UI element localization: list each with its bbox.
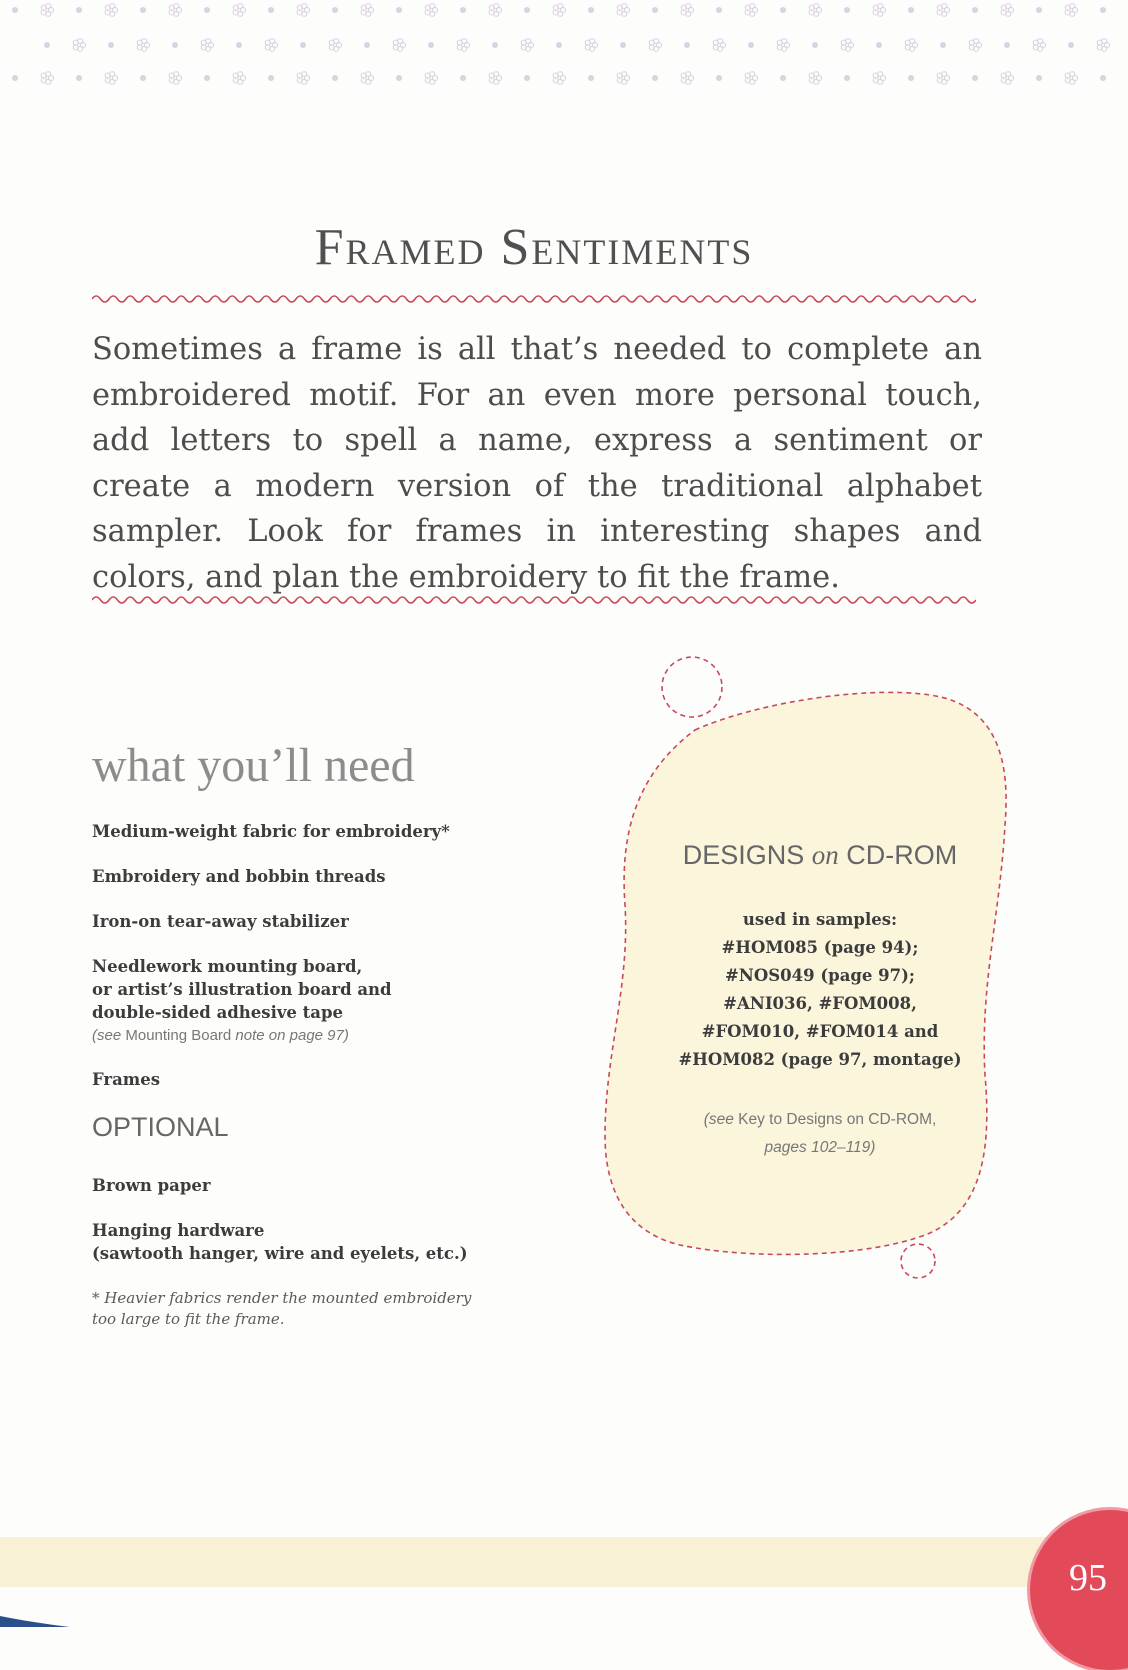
pattern-dot	[524, 75, 530, 81]
need-item-fabric: Medium-weight fabric for embroidery*	[92, 822, 450, 841]
pattern-flower-icon	[105, 72, 117, 85]
pattern-dot	[1100, 75, 1106, 81]
pattern-dot	[140, 75, 146, 81]
pattern-dot	[76, 75, 82, 81]
blob-loop-top	[662, 657, 722, 717]
pattern-dot	[780, 7, 786, 13]
pattern-dot	[972, 7, 978, 13]
page-number: 95	[1069, 1557, 1107, 1599]
pattern-flower-icon	[105, 4, 117, 17]
pattern-dot	[876, 42, 882, 48]
pattern-flower-icon	[553, 72, 565, 85]
optional-item-hardware	[92, 1219, 532, 1265]
pattern-flower-icon	[233, 4, 245, 17]
pattern-flower-icon	[1065, 72, 1077, 85]
pattern-flower-icon	[841, 39, 853, 52]
pattern-flower-icon	[937, 4, 949, 17]
pattern-dot	[940, 42, 946, 48]
optional-item-paper: Brown paper	[92, 1176, 211, 1195]
pattern-flower-icon	[41, 72, 53, 85]
pattern-flower-icon	[521, 39, 533, 52]
pattern-dot	[108, 42, 114, 48]
pattern-dot	[780, 75, 786, 81]
pattern-dot	[76, 7, 82, 13]
pattern-dot	[1100, 7, 1106, 13]
pattern-flower-icon	[745, 4, 757, 17]
pattern-dot	[1068, 42, 1074, 48]
pattern-dot	[748, 42, 754, 48]
floral-dot-pattern	[0, 0, 1128, 95]
pattern-flower-icon	[297, 72, 309, 85]
need-item-frames: Frames	[92, 1070, 161, 1089]
need-board-line1: Needlework mounting board,	[92, 957, 363, 976]
footnote-line1: * Heavier fabrics render the mounted embroidery	[92, 1289, 472, 1307]
wavy-line	[92, 296, 976, 302]
pattern-dot	[12, 75, 18, 81]
pattern-dot	[1036, 7, 1042, 13]
pattern-flower-icon	[297, 4, 309, 17]
pattern-flower-icon	[681, 72, 693, 85]
pattern-dot	[428, 42, 434, 48]
pattern-flower-icon	[969, 39, 981, 52]
board-note	[92, 1024, 532, 1047]
intro-paragraph: Sometimes a frame is all that’s needed to complete an embroidered motif. For an even more personal touch, add letters to spell a name, express a sentiment or create a modern version of the traditional alphabet sampler. Look for frames in interesting shapes and colors, and plan the embroidery to fit the frame.	[92, 332, 982, 595]
pattern-dot	[588, 7, 594, 13]
footnote-line2: too large to fit the frame.	[92, 1310, 285, 1328]
pattern-dot	[332, 7, 338, 13]
pattern-dot	[972, 75, 978, 81]
board-note-ref: Mounting Board	[125, 1027, 232, 1044]
pattern-dot	[1036, 75, 1042, 81]
footnote	[92, 1288, 532, 1330]
cd-see-ref: Key to Designs on CD-ROM,	[738, 1111, 937, 1128]
cd-line: #HOM085 (page 94);	[721, 938, 919, 957]
board-note-rest: note on page 97)	[231, 1027, 349, 1044]
pattern-dot	[460, 75, 466, 81]
pattern-dot	[268, 7, 274, 13]
pattern-flower-icon	[393, 39, 405, 52]
pattern-flower-icon	[681, 4, 693, 17]
pattern-dot	[684, 42, 690, 48]
pattern-dot	[460, 7, 466, 13]
pattern-flower-icon	[905, 39, 917, 52]
pattern-dot	[908, 7, 914, 13]
pattern-flower-icon	[329, 39, 341, 52]
wavy-divider-bottom	[92, 593, 976, 607]
pattern-flower-icon	[361, 4, 373, 17]
pattern-flower-icon	[777, 39, 789, 52]
pattern-flower-icon	[265, 39, 277, 52]
pattern-flower-icon	[169, 4, 181, 17]
pattern-flower-icon	[553, 4, 565, 17]
pattern-dot	[12, 7, 18, 13]
need-item-stabilizer: Iron-on tear-away stabilizer	[92, 912, 349, 931]
pattern-flower-icon	[425, 4, 437, 17]
pattern-flower-icon	[489, 72, 501, 85]
cd-line: used in samples:	[742, 910, 898, 929]
pattern-flower-icon	[169, 72, 181, 85]
cd-see-pre: (see	[703, 1111, 739, 1128]
pattern-flower-icon	[137, 39, 149, 52]
cd-see-note	[660, 1106, 980, 1162]
need-board-line2: or artist’s illustration board and	[92, 980, 392, 999]
pattern-dot	[364, 42, 370, 48]
wavy-line	[92, 597, 976, 603]
pattern-dot	[716, 7, 722, 13]
pattern-dot	[204, 75, 210, 81]
need-item-threads: Embroidery and bobbin threads	[92, 867, 386, 886]
cd-heading-on: on	[811, 840, 839, 870]
pattern-flower-icon	[873, 4, 885, 17]
pattern-flower-icon	[73, 39, 85, 52]
cd-line: #HOM082 (page 97, montage)	[678, 1050, 962, 1069]
need-board-line3: double-sided adhesive tape	[92, 1003, 344, 1022]
hardware-line2: (sawtooth hanger, wire and eyelets, etc.)	[92, 1244, 468, 1263]
pattern-flower-icon	[649, 39, 661, 52]
bottom-band	[0, 1537, 1128, 1587]
cd-line: #NOS049 (page 97);	[724, 966, 916, 985]
pattern-dot	[524, 7, 530, 13]
board-note-see: (see	[92, 1027, 126, 1044]
pattern-flower-icon	[1097, 39, 1109, 52]
pattern-dot	[172, 42, 178, 48]
pattern-flower-icon	[41, 4, 53, 17]
page-title: Framed Sentiments	[314, 219, 754, 276]
pattern-dot	[908, 75, 914, 81]
pattern-flower-icon	[233, 72, 245, 85]
what-youll-need-heading: what you’ll need	[92, 739, 415, 792]
pattern-flower-icon	[201, 39, 213, 52]
pattern-dot	[44, 42, 50, 48]
pattern-dot	[620, 42, 626, 48]
pattern-dot	[716, 75, 722, 81]
pattern-flower-icon	[1001, 72, 1013, 85]
pattern-dot	[652, 7, 658, 13]
pattern-dot	[204, 7, 210, 13]
pattern-flower-icon	[457, 39, 469, 52]
pattern-dot	[588, 75, 594, 81]
need-item-board	[92, 955, 532, 1047]
pattern-flower-icon	[873, 72, 885, 85]
cd-heading-post: CD-ROM	[838, 840, 958, 870]
cd-heading-pre: DESIGNS	[682, 840, 812, 870]
pattern-dot	[556, 42, 562, 48]
pattern-flower-icon	[937, 72, 949, 85]
pattern-dot	[844, 75, 850, 81]
pattern-dot	[236, 42, 242, 48]
hardware-line1: Hanging hardware	[92, 1221, 265, 1240]
pattern-flower-icon	[489, 4, 501, 17]
wavy-divider-top	[92, 292, 976, 306]
pattern-flower-icon	[809, 4, 821, 17]
corner-mark	[0, 1606, 70, 1627]
blob-loop-bottom	[901, 1244, 935, 1278]
cd-see-pages: pages 102–119)	[764, 1139, 876, 1156]
pattern-dot	[1004, 42, 1010, 48]
pattern-dot	[140, 7, 146, 13]
pattern-flower-icon	[745, 72, 757, 85]
pattern-dot	[300, 42, 306, 48]
pattern-dot	[396, 7, 402, 13]
pattern-flower-icon	[425, 72, 437, 85]
pattern-dot	[396, 75, 402, 81]
pattern-flower-icon	[585, 39, 597, 52]
pattern-flower-icon	[361, 72, 373, 85]
pattern-flower-icon	[809, 72, 821, 85]
pattern-flower-icon	[1001, 4, 1013, 17]
pattern-flower-icon	[1065, 4, 1077, 17]
pattern-flower-icon	[1033, 39, 1045, 52]
pattern-flower-icon	[617, 72, 629, 85]
cd-design-list	[660, 906, 980, 1074]
pattern-dot	[268, 75, 274, 81]
cd-line: #ANI036, #FOM008,	[723, 994, 917, 1013]
pattern-flower-icon	[713, 39, 725, 52]
pattern-dot	[844, 7, 850, 13]
pattern-dot	[492, 42, 498, 48]
optional-heading: OPTIONAL	[92, 1112, 229, 1142]
pattern-dot	[652, 75, 658, 81]
cd-line: #FOM010, #FOM014 and	[701, 1022, 939, 1041]
pattern-flower-icon	[617, 4, 629, 17]
pattern-dot	[812, 42, 818, 48]
pattern-dot	[332, 75, 338, 81]
cd-rom-heading	[640, 840, 1000, 871]
